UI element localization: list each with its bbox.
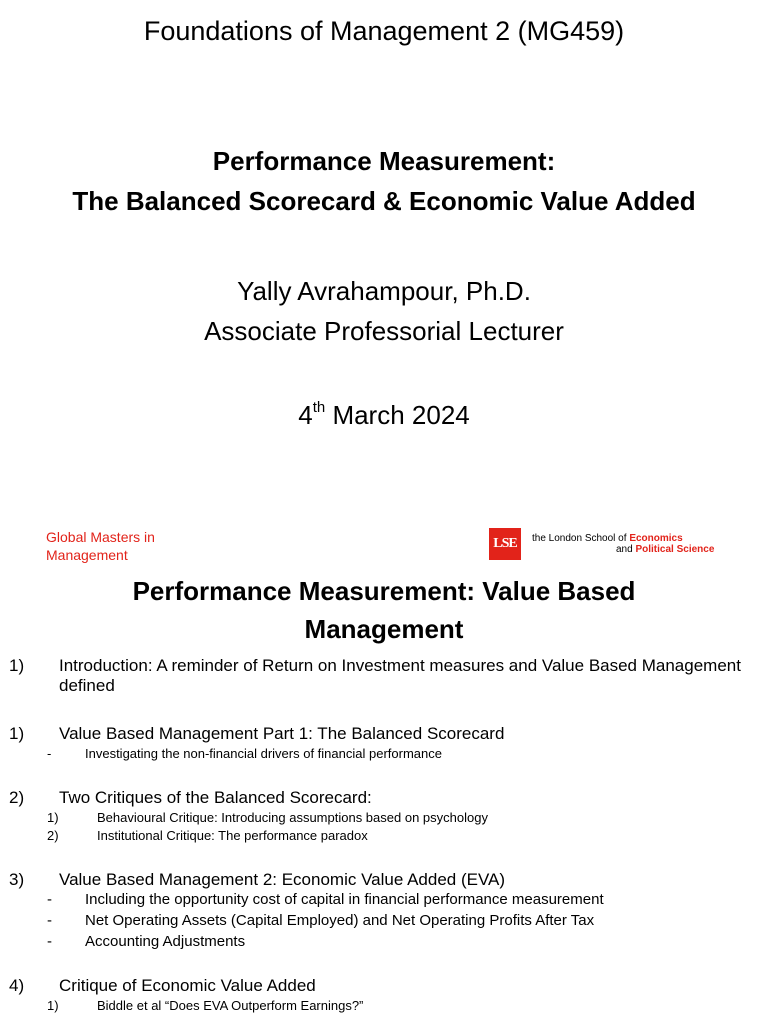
course-title: Foundations of Management 2 (MG459) <box>143 16 625 46</box>
lse-logo-mark: LSE <box>489 528 521 560</box>
subitem-marker: - <box>47 912 52 929</box>
subitem-text: Investigating the non-financial drivers of financial performance <box>85 746 442 761</box>
agenda-item-heading: Value Based Management 2: Economic Value Added (EVA) <box>59 870 506 889</box>
lse-logo-text <box>532 533 714 555</box>
programme-line1: Global Masters in <box>46 529 155 545</box>
date-rest: March 2024 <box>325 400 470 430</box>
lse-logo <box>489 528 714 560</box>
agenda-item-heading: Critique of Economic Value Added <box>59 976 316 995</box>
subitem-text: Biddle et al “Does EVA Outperform Earnings?” <box>97 998 364 1013</box>
subitem-text: Accounting Adjustments <box>85 933 246 950</box>
author-role: Associate Professorial Lecturer <box>204 316 564 346</box>
agenda-item-number: 1) <box>9 656 25 675</box>
main-title-line1: Performance Measurement: <box>212 146 556 176</box>
programme-label <box>46 528 155 564</box>
subitem-marker: - <box>47 746 52 761</box>
logo-text-political-science: Political Science <box>635 544 715 555</box>
agenda-item-number: 4) <box>9 976 25 995</box>
agenda-title-line1: Performance Measurement: Value Based <box>132 576 636 606</box>
subitem-marker: 1) <box>47 810 59 825</box>
subitem-marker: - <box>47 933 52 950</box>
agenda-slide <box>0 520 768 1024</box>
subitem-marker: 2) <box>47 828 59 843</box>
subitem-text: Net Operating Assets (Capital Employed) and Net Operating Profits After Tax <box>85 912 595 929</box>
agenda-item-heading: Value Based Management Part 1: The Balanced Scorecard <box>59 724 505 743</box>
presentation-date <box>0 400 768 431</box>
agenda-item-heading: Two Critiques of the Balanced Scorecard: <box>59 788 372 807</box>
subitem-marker: 1) <box>47 998 59 1013</box>
subitem-text: Institutional Critique: The performance paradox <box>97 828 368 843</box>
logo-text-economics: Economics <box>629 533 683 544</box>
date-suffix: th <box>312 399 326 417</box>
author-name: Yally Avrahampour, Ph.D. <box>237 276 531 306</box>
subitem-text: Behavioural Critique: Introducing assumptions based on psychology <box>97 810 488 825</box>
subitem-text: Including the opportunity cost of capital in financial performance measurement <box>85 891 604 908</box>
agenda-item-heading: Introduction: A reminder of Return on Investment measures and Value Based Management defined <box>59 656 741 695</box>
agenda-item-number: 3) <box>9 870 25 889</box>
agenda-item-number: 1) <box>9 724 25 743</box>
main-title-line2: The Balanced Scorecard & Economic Value Added <box>72 186 696 216</box>
programme-line2: Management <box>46 547 128 563</box>
agenda-item-number: 2) <box>9 788 25 807</box>
logo-text-and: and <box>616 544 636 555</box>
date-day: 4 <box>298 400 313 430</box>
subitem-marker: - <box>47 891 52 908</box>
agenda-title-line2: Management <box>304 614 464 644</box>
logo-text-prefix: the London School of <box>532 533 630 544</box>
